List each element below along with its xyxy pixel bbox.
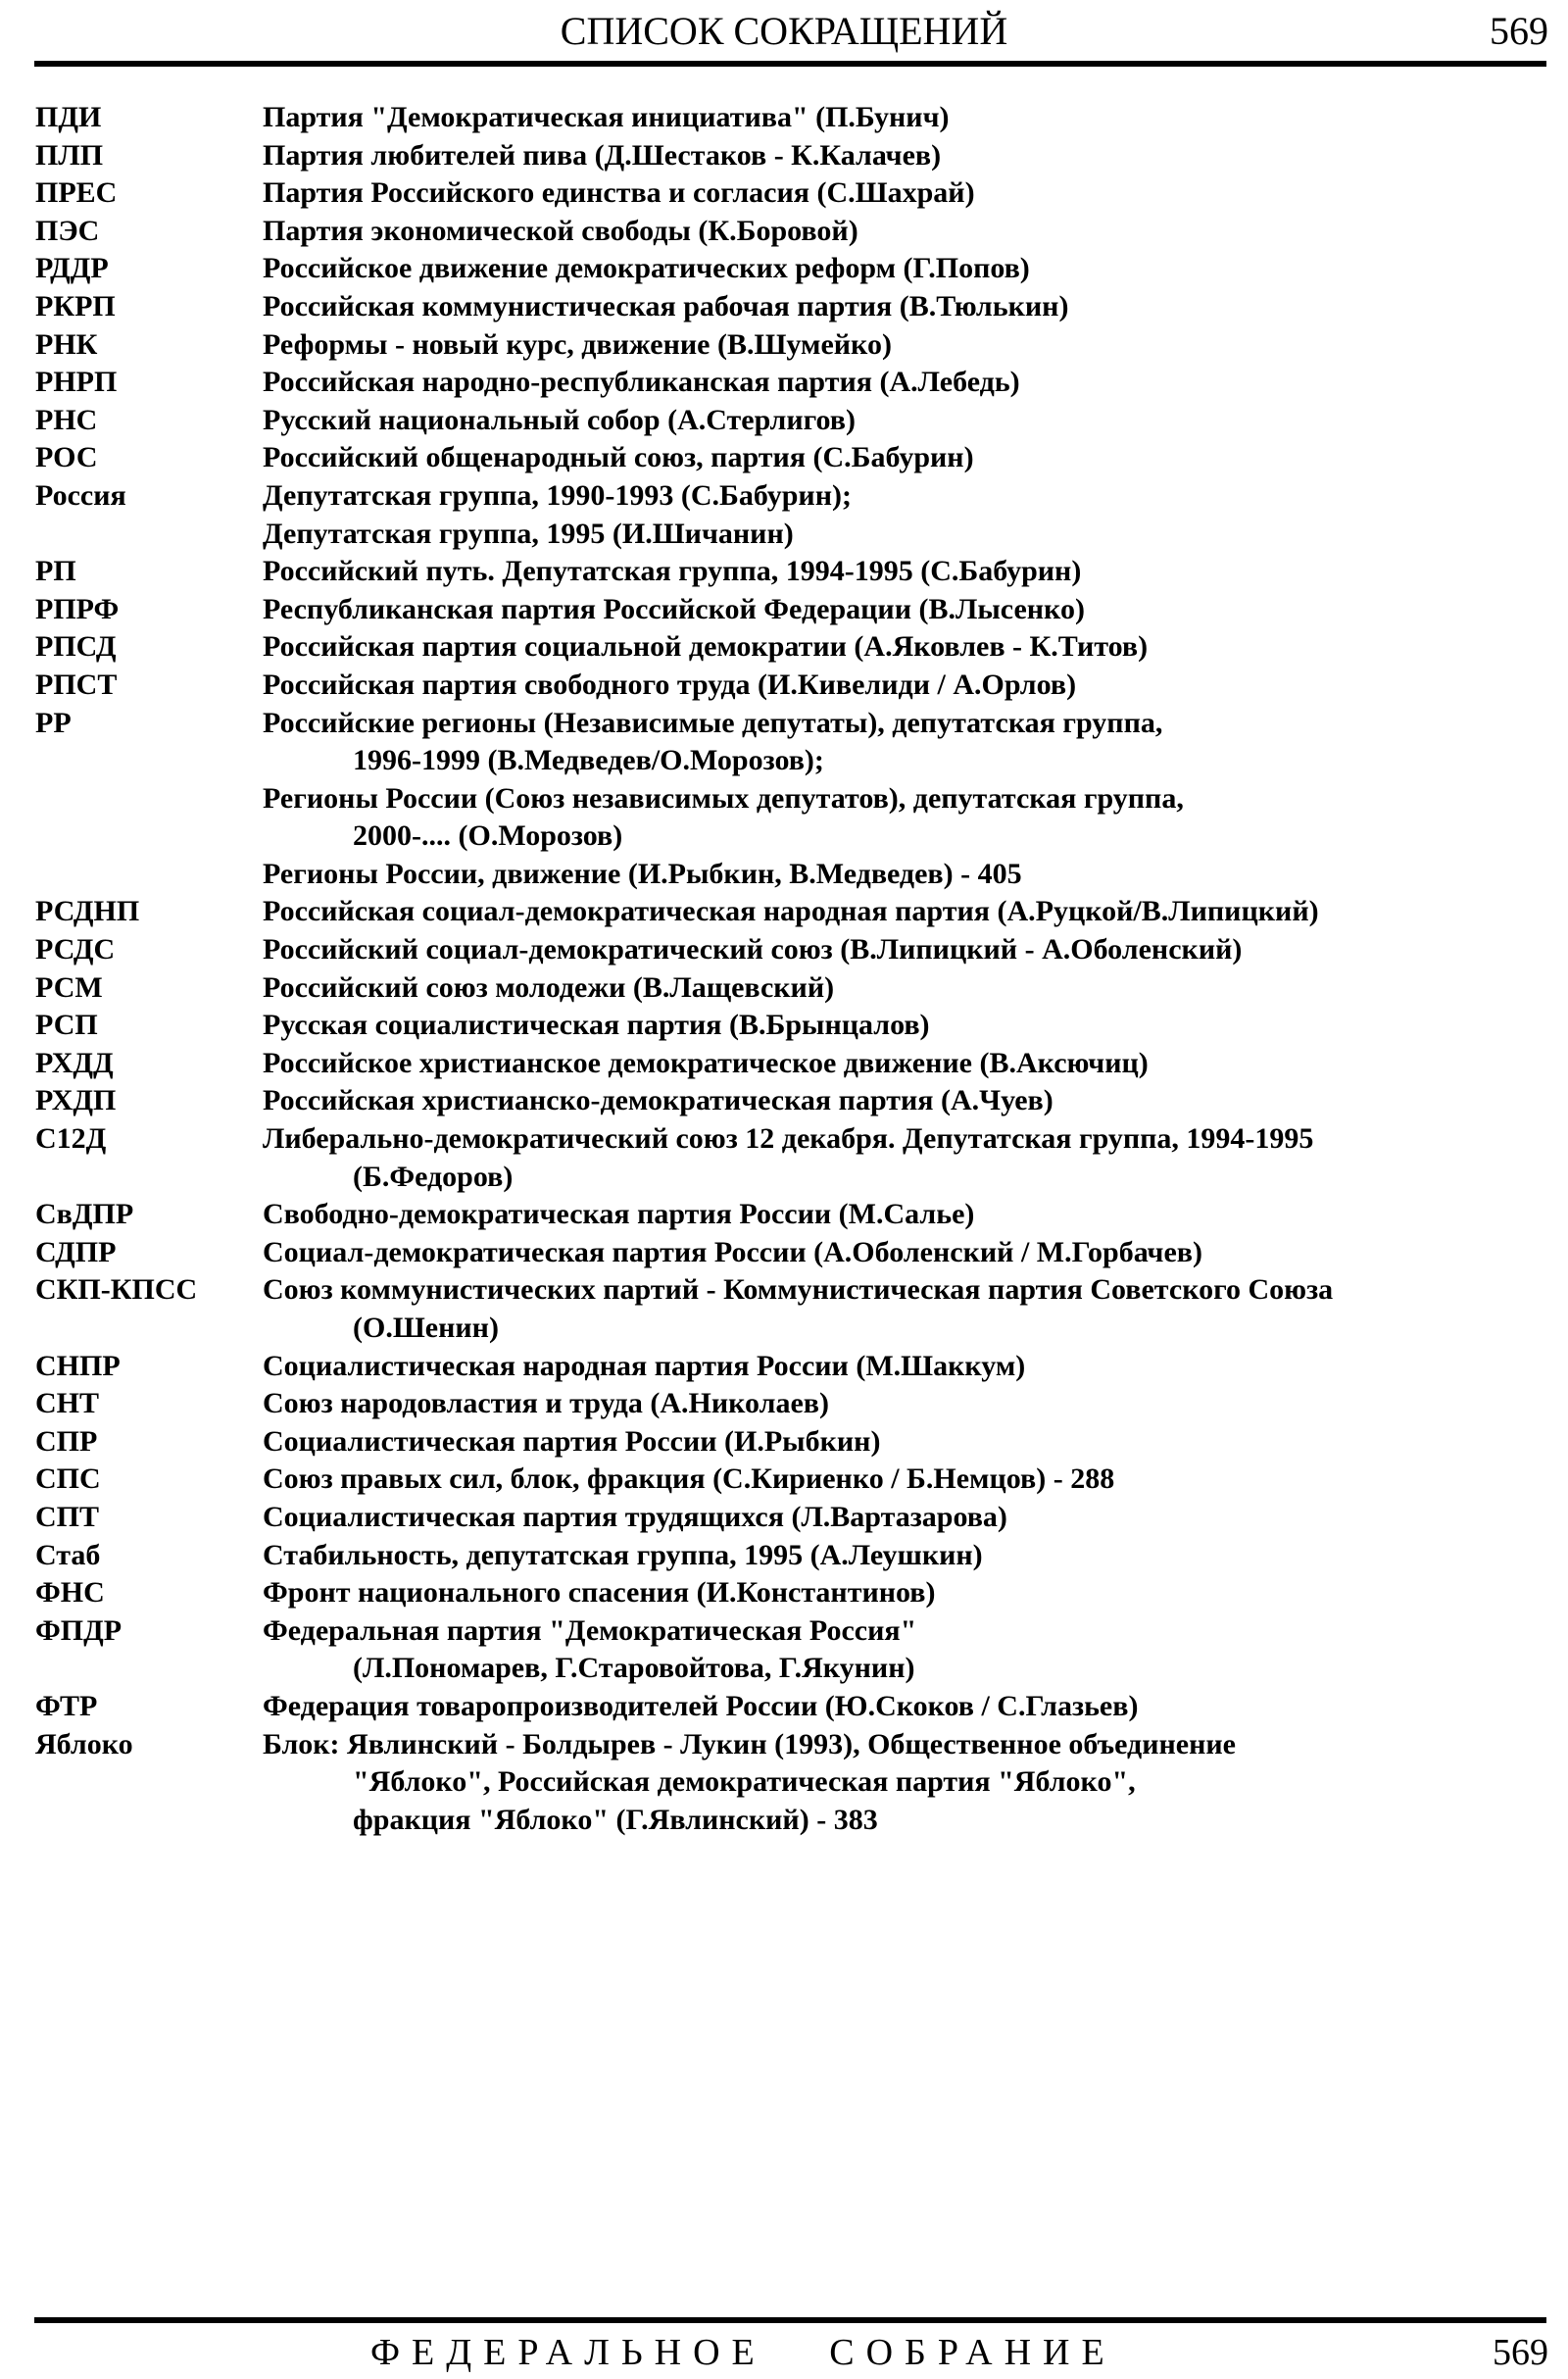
description: Реформы - новый курс, движение (В.Шумейко)	[263, 327, 892, 361]
list-item	[0, 628, 1568, 667]
description: 2000-.... (О.Морозов)	[353, 819, 623, 853]
page-header	[0, 8, 1568, 57]
description: Российская христианско-демократическая партия (А.Чуев)	[263, 1084, 1054, 1117]
list-item-continuation	[0, 780, 1568, 818]
list-item	[0, 553, 1568, 591]
footer-title: ФЕДЕРАЛЬНОЕ СОБРАНИЕ	[370, 2332, 1116, 2373]
list-item-continuation	[0, 1650, 1568, 1688]
description: Русская социалистическая партия (В.Брынцалов)	[263, 1009, 930, 1042]
list-item	[0, 1688, 1568, 1726]
abbreviation: РКРП	[35, 289, 116, 322]
abbreviation: СКП-КПСС	[35, 1273, 198, 1307]
list-item	[0, 1726, 1568, 1764]
description: Российская партия свободного труда (И.Кивелиди / А.Орлов)	[263, 668, 1077, 701]
list-item	[0, 1234, 1568, 1272]
list-item-continuation	[0, 1310, 1568, 1348]
list-item-continuation	[0, 1159, 1568, 1197]
abbreviation: СПТ	[35, 1500, 100, 1533]
list-item	[0, 1423, 1568, 1462]
list-item	[0, 931, 1568, 969]
description: Партия любителей пива (Д.Шестаков - К.Калачев)	[263, 138, 942, 172]
description: Социал-демократическая партия России (А.Оболенский / М.Горбачев)	[263, 1235, 1202, 1268]
abbreviation: СДПР	[35, 1235, 117, 1268]
abbreviation: РНС	[35, 403, 98, 436]
abbreviation-list	[0, 99, 1568, 1839]
description: Республиканская партия Российской Федерации (В.Лысенко)	[263, 592, 1085, 625]
description: Стабильность, депутатская группа, 1995 (А.Леушкин)	[263, 1538, 983, 1571]
description: фракция "Яблоко" (Г.Явлинский) - 383	[353, 1803, 878, 1836]
abbreviation: РДДР	[35, 252, 109, 285]
abbreviation: СПР	[35, 1424, 98, 1458]
description: Депутатская группа, 1995 (И.Шичанин)	[263, 517, 794, 550]
list-item-continuation	[0, 516, 1568, 554]
description: Русский национальный собор (А.Стерлигов)	[263, 403, 856, 436]
list-item	[0, 1348, 1568, 1386]
description: Партия экономической свободы (К.Боровой)	[263, 214, 858, 247]
footer-rule	[34, 2317, 1546, 2323]
abbreviation: РР	[35, 706, 72, 739]
description: 1996-1999 (В.Медведев/О.Морозов);	[353, 744, 824, 777]
abbreviation: РХДП	[35, 1084, 117, 1117]
list-item-continuation	[0, 818, 1568, 856]
abbreviation: РСДС	[35, 933, 116, 966]
abbreviation: РПСТ	[35, 668, 118, 701]
abbreviation: СНТ	[35, 1387, 100, 1420]
list-item-continuation	[0, 1802, 1568, 1840]
abbreviation: Стаб	[35, 1538, 101, 1571]
list-item	[0, 1007, 1568, 1045]
description: Федеральная партия "Демократическая Россия"	[263, 1613, 917, 1647]
description: Регионы России, движение (И.Рыбкин, В.Медведев) - 405	[263, 857, 1022, 890]
description: Регионы России (Союз независимых депутатов), депутатская группа,	[263, 781, 1184, 815]
description: Фронт национального спасения (И.Константинов)	[263, 1576, 936, 1610]
abbreviation: ПРЕС	[35, 176, 118, 210]
description: Социалистическая народная партия России (М.Шаккум)	[263, 1349, 1026, 1382]
abbreviation: РХДД	[35, 1046, 114, 1079]
description: Депутатская группа, 1990-1993 (С.Бабурин);	[263, 478, 852, 512]
abbreviation: РОС	[35, 441, 98, 474]
list-item	[0, 99, 1568, 137]
description: Свободно-демократическая партия России (М.Салье)	[263, 1198, 975, 1231]
description: Российское движение демократических реформ (Г.Попов)	[263, 252, 1030, 285]
description: (Л.Пономарев, Г.Старовойтова, Г.Якунин)	[353, 1652, 915, 1685]
abbreviation: СвДПР	[35, 1198, 134, 1231]
description: Российские регионы (Независимые депутаты), депутатская группа,	[263, 706, 1163, 739]
list-item	[0, 250, 1568, 288]
description: Российский союз молодежи (В.Лащевский)	[263, 970, 835, 1004]
list-item	[0, 1082, 1568, 1120]
description: Российское христианское демократическое движение (В.Аксючиц)	[263, 1046, 1149, 1079]
abbreviation: СНПР	[35, 1349, 121, 1382]
abbreviation: РСП	[35, 1009, 98, 1042]
list-item	[0, 137, 1568, 175]
list-item	[0, 1271, 1568, 1310]
list-item-continuation	[0, 742, 1568, 780]
abbreviation: Яблоко	[35, 1727, 133, 1760]
header-rule	[34, 61, 1546, 67]
description: Партия "Демократическая инициатива" (П.Бунич)	[263, 101, 950, 133]
description: Партия Российского единства и согласия (С.Шахрай)	[263, 176, 975, 210]
list-item	[0, 667, 1568, 705]
abbreviation: ФТР	[35, 1689, 98, 1722]
abbreviation: РСМ	[35, 970, 103, 1004]
description: Российский социал-демократический союз (В.Липицкий - А.Оболенский)	[263, 933, 1243, 966]
description: Российская социал-демократическая народная партия (А.Руцкой/В.Липицкий)	[263, 895, 1319, 928]
description: Социалистическая партия трудящихся (Л.Вартазарова)	[263, 1500, 1007, 1533]
abbreviation: РСДНП	[35, 895, 140, 928]
abbreviation: ФПДР	[35, 1613, 122, 1647]
description: Союз коммунистических партий - Коммунистическая партия Советского Союза	[263, 1273, 1334, 1307]
description: Союз народовластия и труда (А.Николаев)	[263, 1387, 829, 1420]
description: Российский общенародный союз, партия (С.Бабурин)	[263, 441, 974, 474]
list-item	[0, 1120, 1568, 1159]
list-item	[0, 1196, 1568, 1234]
abbreviation: РПРФ	[35, 592, 120, 625]
list-item	[0, 174, 1568, 213]
abbreviation: Россия	[35, 478, 126, 512]
description: Российская партия социальной демократии (А.Яковлев - К.Титов)	[263, 630, 1149, 664]
abbreviation: РНК	[35, 327, 98, 361]
list-item	[0, 1537, 1568, 1575]
page-footer	[0, 2331, 1568, 2375]
list-item	[0, 1499, 1568, 1537]
list-item	[0, 1045, 1568, 1083]
description: (О.Шенин)	[353, 1312, 499, 1344]
list-item	[0, 288, 1568, 326]
list-item-continuation	[0, 856, 1568, 894]
description: Социалистическая партия России (И.Рыбкин)	[263, 1424, 881, 1458]
abbreviation: ПДИ	[35, 101, 102, 133]
description: Российская коммунистическая рабочая партия (В.Тюлькин)	[263, 289, 1069, 322]
list-item	[0, 1461, 1568, 1499]
abbreviation: С12Д	[35, 1122, 107, 1156]
list-item	[0, 705, 1568, 743]
abbreviation: РП	[35, 555, 76, 588]
list-item	[0, 326, 1568, 365]
abbreviation: ПЭС	[35, 214, 100, 247]
list-item	[0, 364, 1568, 402]
description: "Яблоко", Российская демократическая партия "Яблоко",	[353, 1765, 1136, 1799]
abbreviation: СПС	[35, 1462, 101, 1496]
header-title: СПИСОК СОКРАЩЕНИЙ	[560, 9, 1008, 53]
list-item	[0, 439, 1568, 477]
abbreviation: РНРП	[35, 366, 118, 399]
list-item	[0, 1612, 1568, 1651]
footer-page-number: 569	[1493, 2332, 1548, 2373]
list-item	[0, 893, 1568, 931]
description: Российский путь. Депутатская группа, 1994-1995 (С.Бабурин)	[263, 555, 1082, 588]
description: Блок: Явлинский - Болдырев - Лукин (1993), Общественное объединение	[263, 1727, 1236, 1760]
description: Либерально-демократический союз 12 декабря. Депутатская группа, 1994-1995	[263, 1122, 1314, 1156]
description: Союз правых сил, блок, фракция (С.Кириенко / Б.Немцов) - 288	[263, 1462, 1115, 1496]
description: Российская народно-республиканская партия (А.Лебедь)	[263, 366, 1020, 399]
abbreviation: ФНС	[35, 1576, 105, 1610]
list-item-continuation	[0, 1763, 1568, 1802]
list-item	[0, 402, 1568, 440]
description: Федерация товаропроизводителей России (Ю.Скоков / С.Глазьев)	[263, 1689, 1139, 1722]
list-item	[0, 477, 1568, 516]
abbreviation: РПСД	[35, 630, 117, 664]
list-item	[0, 969, 1568, 1008]
list-item	[0, 1574, 1568, 1612]
abbreviation: ПЛП	[35, 138, 104, 172]
list-item	[0, 1385, 1568, 1423]
header-page-number: 569	[1490, 9, 1548, 53]
list-item	[0, 591, 1568, 629]
description: (Б.Федоров)	[353, 1160, 514, 1193]
list-item	[0, 213, 1568, 251]
